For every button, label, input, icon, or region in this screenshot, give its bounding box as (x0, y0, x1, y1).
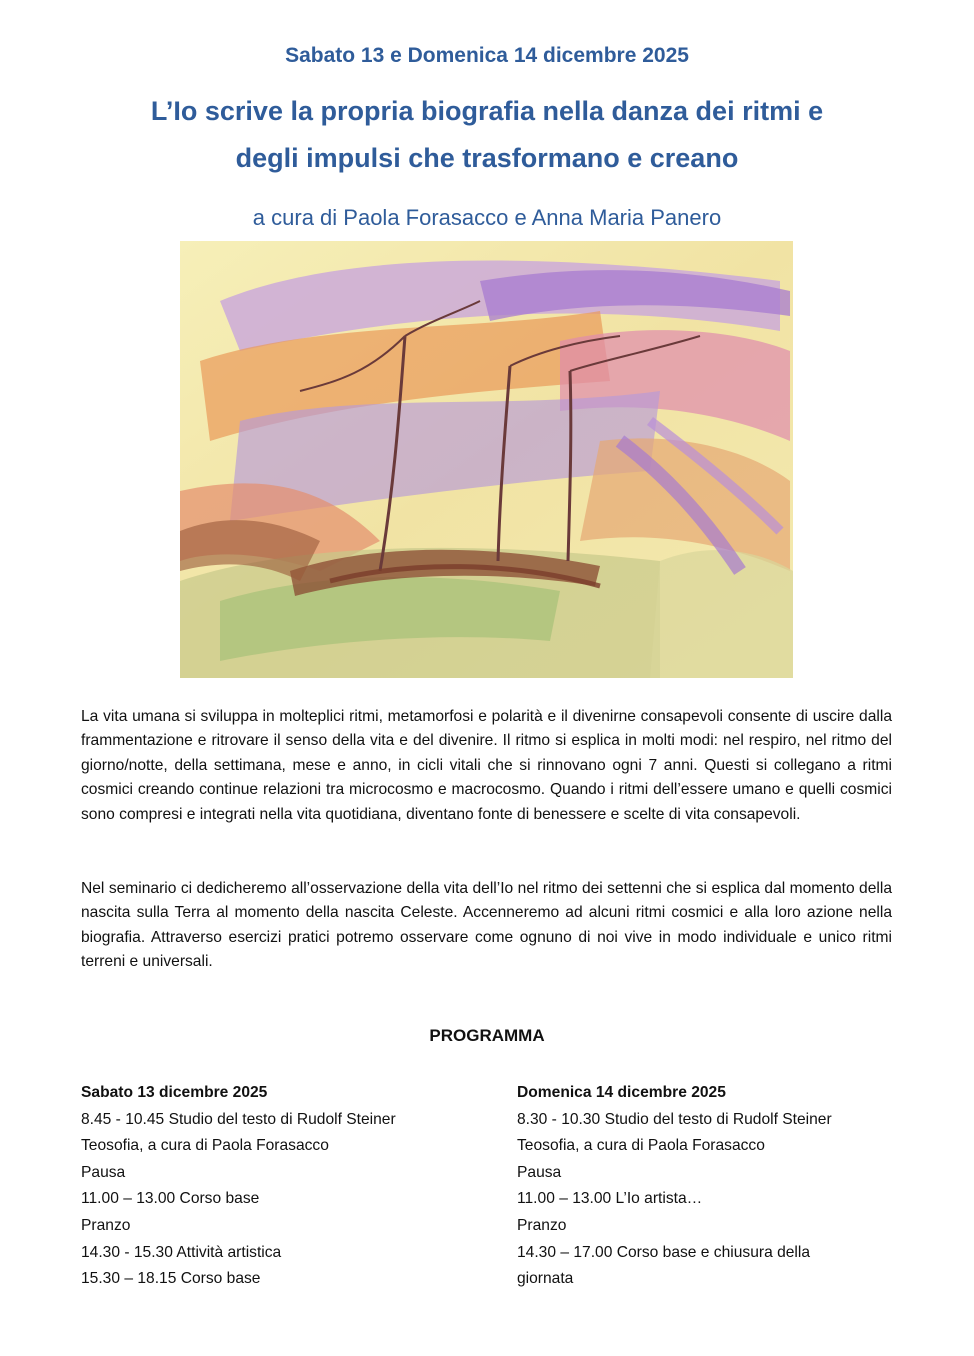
title-line-2: degli impulsi che trasformano e creano (235, 143, 739, 173)
saturday-schedule (81, 1080, 481, 1293)
schedule-item: 8.30 - 10.30 Studio del testo di Rudolf Steiner (517, 1110, 832, 1128)
schedule-item: giornata (517, 1270, 574, 1288)
schedule-item: 14.30 - 15.30 Attività artistica (81, 1243, 282, 1261)
page-title (60, 88, 914, 182)
seminar-paragraph: Nel seminario ci dedicheremo all’osservazione della vita dell’Io nel ritmo dei settenni che si esplica dal momento della nascita sulla Terra al momento della nascita Celeste. Accenneremo ad alcuni ritmi cosmici e alla loro azione nella biografia. Attraverso esercizi pratici potremo osservare come ognuno di noi vive in modo individuale e unico ritmi terreni e universali. (81, 880, 892, 971)
programma-heading: PROGRAMMA (429, 1026, 545, 1045)
schedule-item: 14.30 – 17.00 Corso base e chiusura della (517, 1243, 811, 1261)
schedule-item: 11.00 – 13.00 L’Io artista… (517, 1190, 703, 1208)
schedule-item: Teosofia, a cura di Paola Forasacco (517, 1137, 765, 1155)
sunday-schedule (517, 1080, 897, 1293)
schedule-item: Teosofia, a cura di Paola Forasacco (81, 1137, 329, 1155)
schedule-item: Pranzo (81, 1216, 131, 1234)
schedule-item: 8.45 - 10.45 Studio del testo di Rudolf Steiner (81, 1110, 396, 1128)
schedule-item: Pranzo (517, 1216, 567, 1234)
intro-paragraph: La vita umana si sviluppa in molteplici ritmi, metamorfosi e polarità e il divenirne consapevoli consente di uscire dalla frammentazione e ritrovare il senso della vita e del divenire. Il ritmo si esplica in molti modi: nel respiro, nel ritmo del giorno/notte, della settimana, mese e anno, in cicli vitali che si rinnovano ogni 7 anni. Questi si collegano a ritmi cosmici creando continue relazioni tra microcosmo e macrocosmo. Quando i ritmi dell’essere umano e quelli cosmici sono compresi e integrati nella vita quotidiana, diventano fonte di benessere e scelte di vita consapevoli. (81, 708, 892, 823)
title-line-1: L’Io scrive la propria biografia nella danza dei ritmi e (150, 96, 824, 126)
event-date: Sabato 13 e Domenica 14 dicembre 2025 (285, 44, 689, 67)
authors-line: a cura di Paola Forasacco e Anna Maria Panero (252, 205, 722, 230)
sunday-day: Domenica 14 dicembre 2025 (517, 1084, 726, 1101)
schedule-item: Pausa (517, 1163, 562, 1181)
schedule-item: 11.00 – 13.00 Corso base (81, 1190, 260, 1208)
saturday-day: Sabato 13 dicembre 2025 (81, 1084, 268, 1101)
schedule-item: 15.30 – 18.15 Corso base (81, 1270, 261, 1288)
abstract-painting (180, 241, 793, 678)
schedule-item: Pausa (81, 1163, 126, 1181)
